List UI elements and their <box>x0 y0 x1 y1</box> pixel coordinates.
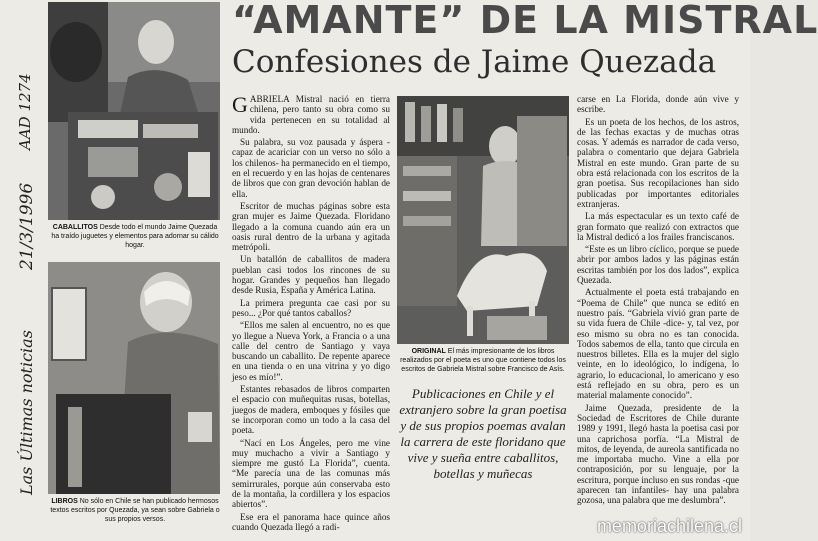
column-3-paragraph-3: “Este es un libro cíclico, porque se puede abrir por ambos lados y las páginas están escritas también por los dos lados”, explica Quezada. <box>577 244 739 286</box>
column-1-paragraph-2: Escritor de muchas páginas sobre esta gran mujer es Jaime Quezada. Floridano llegado a la comuna cuando aún era un oasis rural dentro de la urbana y agitada metrópoli. <box>232 200 390 253</box>
caption-photo-2 <box>50 497 220 524</box>
column-1-paragraph-5: “Ellos me salen al encuentro, no es que yo llegue a Nueva York, a Francia o a una calle del centro de Santiago y vaya buscando un caballito. De repente aparece en una tienda o en una vitrina y yo digo jeso es mío!”. <box>232 320 390 382</box>
column-1-paragraph-7: “Nací en Los Ángeles, pero me vine muy muchacho a vivir a Santiago y siempre me gustó La Florida”, cuenta. “Me parecía una de las comunas más semirrurales, porque aún conservaba esto de la montaña, la cordillera y los espacios abiertos”. <box>232 437 390 510</box>
handwriting-archive-code: AAD 1274 <box>16 73 34 150</box>
dropcap: G <box>232 92 248 117</box>
caption-1-lead: CABALLITOS <box>52 224 98 231</box>
caption-3-text: El más impresionante de los libros realizados por el poeta es uno que contiene todos los escritos de Gabriela Mistral sobre Francisco de Asís. <box>400 348 566 373</box>
column-3-paragraph-0: carse en La Florida, donde aún vive y escribe. <box>577 94 739 115</box>
handwritten-margin-note <box>6 40 40 510</box>
handwriting-svg <box>6 40 40 510</box>
caption-2-lead: LIBROS <box>51 498 78 505</box>
caption-photo-3 <box>398 347 568 374</box>
photo-poet-at-home <box>48 2 220 220</box>
photo-poet-with-book <box>48 262 220 494</box>
article-column-1 <box>232 92 390 532</box>
handwriting-date: 21/3/1996 <box>17 182 37 270</box>
photo-original-book <box>397 96 569 344</box>
column-1-paragraph-1: Su palabra, su voz pausada y áspera -capaz de acariciar con un verso no sólo a los chilenos- ha permanecido en el tiempo, en el recuerdo y en las hojas de centenares de libros que con gran devoción hablan de ella. <box>232 137 390 199</box>
column-3-paragraph-2: La más espectacular es un texto café de gran formato que realizó con extractos que la Mistral dedicó a los frailes franciscanos. <box>577 211 739 242</box>
article-column-3 <box>577 94 739 522</box>
watermark: memoriachilena.cl <box>596 516 742 536</box>
headline: “AMANTE” DE LA MISTRAL <box>232 0 818 42</box>
column-3-paragraph-5: Jaime Quezada, presidente de la Sociedad de Escritores de Chile durante 1989 y 1991, llegó hasta la poetisa casi por una caprichosa porfía. “La Mistral de mitos, de leyenda, de aureola santificada no me importaba mucho. Vine a ella por contraposición, por su lenguaje, por la escritura, porque incluso en sus rondas -que aparecen tan infantiles- hay una palabra gozosa, una palabra que me deslumbra”. <box>577 402 739 506</box>
column-1-paragraph-6: Estantes rebasados de libros comparten el espacio con muñequitas rusas, botellas, juegos de madera, emboques y fósiles que se incorporan como un todo a la casa del poeta. <box>232 384 390 436</box>
column-1-paragraph-0: ABRIELA Mistral nació en tierra chilena, pero tanto su obra como su vida pertenecen en su totalidad al mundo. <box>232 94 390 135</box>
caption-1-text: Desde todo el mundo Jaime Quezada ha traído juguetes y elementos para adornar su cálido hogar. <box>51 224 219 249</box>
caption-photo-1 <box>50 223 220 250</box>
pull-quote: Publicaciones en Chile y el extranjero sobre la gran poetisa y de sus propios poemas avalan la carrera de este floridano que vive y sueña entre caballitos, botellas y muñecas <box>399 386 567 481</box>
handwriting-newspaper-name: Las Últimas noticias <box>17 330 36 495</box>
column-1-paragraph-3: Un batallón de caballitos de madera pueblan casi todos los rincones de su hogar. Grandes y pequeños han llegado desde Rusia, España y América Latina. <box>232 254 390 296</box>
column-1-paragraph <box>232 94 390 135</box>
column-3-paragraph-1: Es un poeta de los hechos, de los astros, de las fechas exactas y de muchas otras cosas. Y además es narrador de cada verso, palabra o comentario que dejara Gabriela Mistral en este mundo. Gran parte de su obra está relacionada con los escritos de la gran poetisa. Sus recopilaciones han sido publicadas por importantes editoriales extranjeras. <box>577 116 739 209</box>
subheadline: Confesiones de Jaime Quezada <box>232 44 717 80</box>
column-1-paragraph-8: Ese era el panorama hace quince años cuando Quezada llegó a radi- <box>232 511 390 532</box>
caption-2-text: No sólo en Chile se han publicado hermosos textos escritos por Quezada, ya sean sobre Gabriela o sus propios versos. <box>50 498 220 523</box>
column-3-paragraph-4: Actualmente el poeta está trabajando en “Poema de Chile” que nunca se editó en nuestro país. “Gabriela vivió gran parte de su vida fuera de Chile -dice- y, tal vez, por eso mismo su obra no es tan conocida. Todos sabemos de ella, tanto que circula en nuestros billetes. Ella es la mujer del siglo veinte, en lo ideológico, lo indígena, lo agrario, lo educacional, lo americano y eso está reflejado en su obra, pero es un material malamente conocido”. <box>577 287 739 401</box>
column-1-paragraph-4: La primera pregunta cae casi por su peso... ¿Por qué tantos caballos? <box>232 297 390 318</box>
caption-3-lead: ORIGINAL <box>411 348 446 355</box>
